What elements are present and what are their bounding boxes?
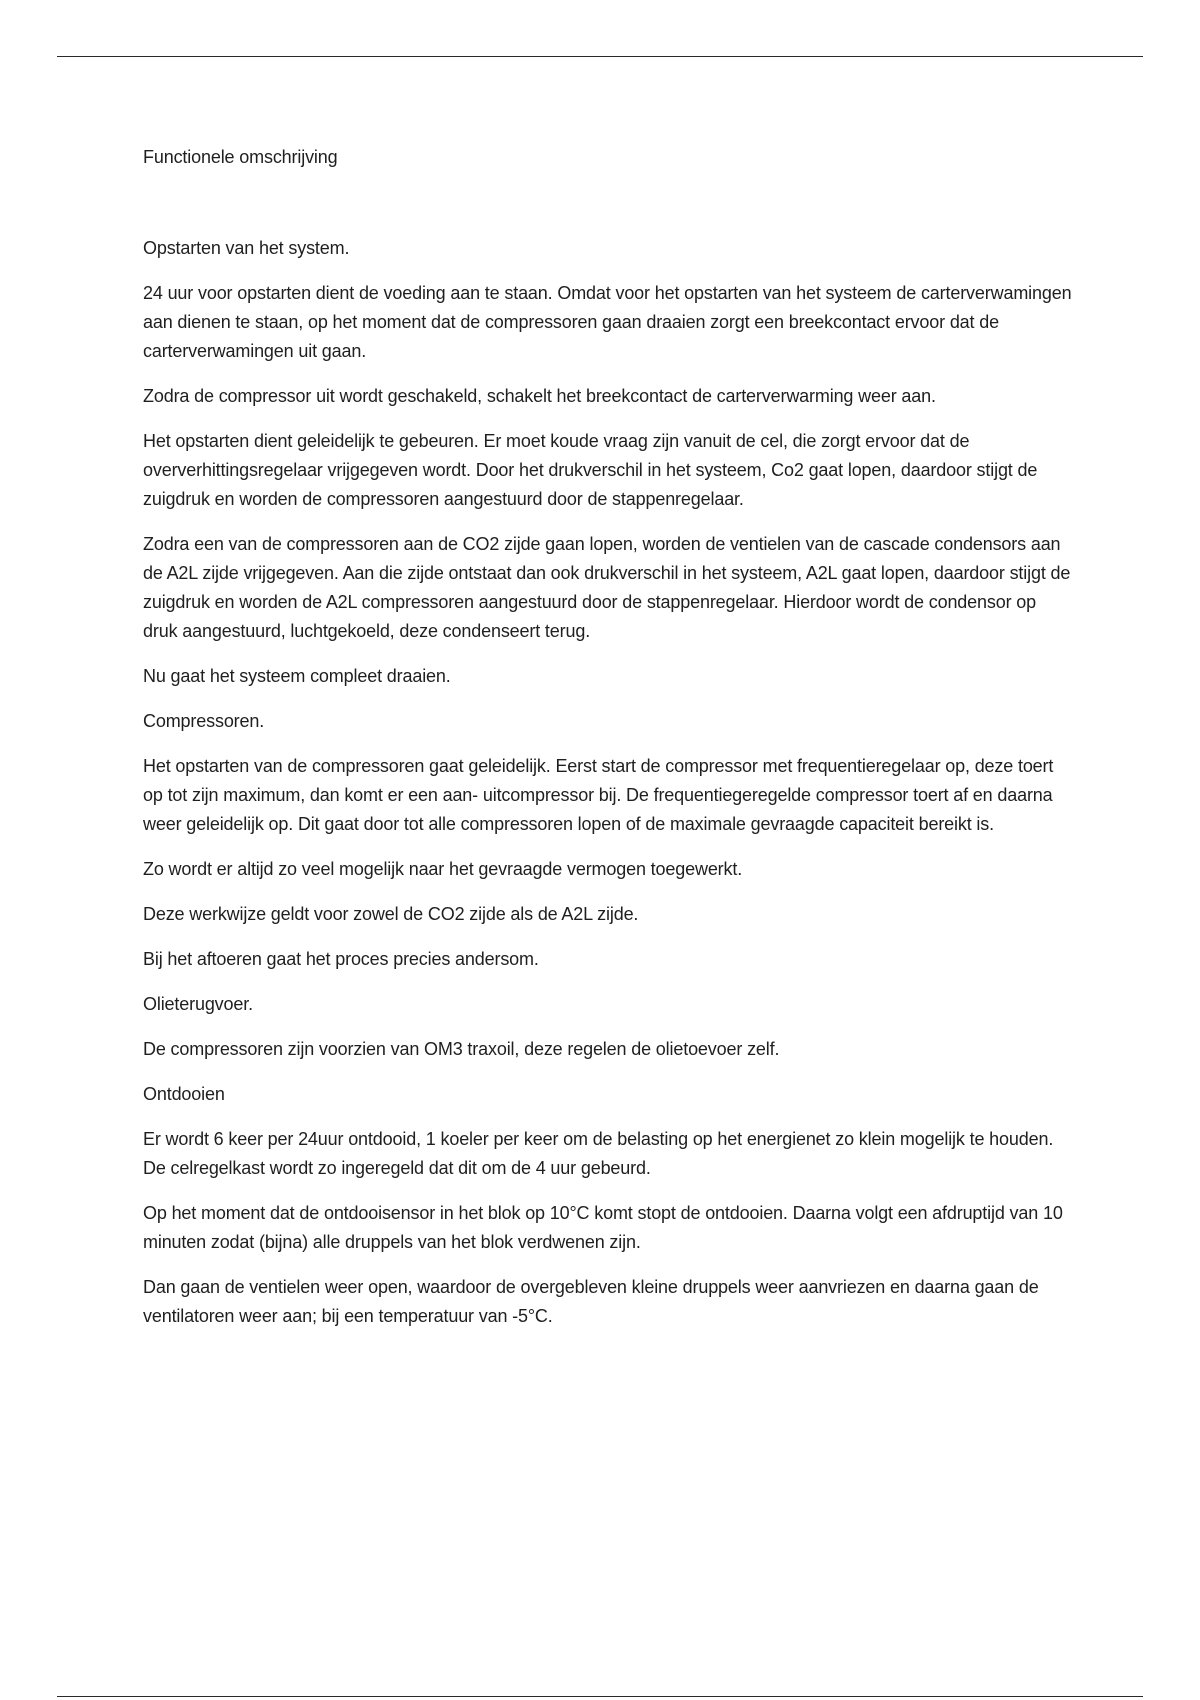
paragraph: De compressoren zijn voorzien van OM3 traxoil, deze regelen de olietoevoer zelf. — [143, 1039, 780, 1059]
paragraph: Dan gaan de ventielen weer open, waardoor de overgebleven kleine druppels weer aanvriezen en daarna gaan de ventilatoren weer aan; bij een temperatuur van -5°C. — [143, 1277, 1039, 1326]
heading-opstarten: Opstarten van het system. — [143, 238, 350, 258]
heading-olieterugvoer: Olieterugvoer. — [143, 994, 253, 1014]
document-body — [143, 143, 1073, 1347]
paragraph: Deze werkwijze geldt voor zowel de CO2 zijde als de A2L zijde. — [143, 904, 639, 924]
paragraph: Nu gaat het systeem compleet draaien. — [143, 666, 451, 686]
paragraph: 24 uur voor opstarten dient de voeding aan te staan. Omdat voor het opstarten van het systeem de carterverwamingen aan dienen te staan, op het moment dat de compressoren gaan draaien zorgt een breekcontact ervoor dat de carterverwamingen uit gaan. — [143, 283, 1072, 361]
footer-rule — [57, 1696, 1143, 1697]
paragraph: Op het moment dat de ontdooisensor in het blok op 10°C komt stopt de ontdooien. Daarna volgt een afdruptijd van 10 minuten zodat (bijna) alle druppels van het blok verdwenen zijn. — [143, 1203, 1063, 1252]
document-title: Functionele omschrijving — [143, 147, 338, 167]
heading-ontdooien: Ontdooien — [143, 1084, 225, 1104]
header-rule — [57, 56, 1143, 57]
paragraph: Er wordt 6 keer per 24uur ontdooid, 1 koeler per keer om de belasting op het energienet zo klein mogelijk te houden. De celregelkast wordt zo ingeregeld dat dit om de 4 uur gebeurd. — [143, 1129, 1054, 1178]
paragraph: Het opstarten van de compressoren gaat geleidelijk. Eerst start de compressor met frequentieregelaar op, deze toert op tot zijn maximum, dan komt er een aan- uitcompressor bij. De frequentiegeregelde compressor toert af en daarna weer geleidelijk op. Dit gaat door tot alle compressoren lopen of de maximale gevraagde capaciteit bereikt is. — [143, 756, 1054, 834]
paragraph: Zo wordt er altijd zo veel mogelijk naar het gevraagde vermogen toegewerkt. — [143, 859, 743, 879]
paragraph: Het opstarten dient geleidelijk te gebeuren. Er moet koude vraag zijn vanuit de cel, die zorgt ervoor dat de oververhittingsregelaar vrijgegeven wordt. Door het drukverschil in het systeem, Co2 gaat lopen, daardoor stijgt de zuigdruk en worden de compressoren aangestuurd door de stappenregelaar. — [143, 431, 1038, 509]
heading-compressoren: Compressoren. — [143, 711, 265, 731]
paragraph: Bij het aftoeren gaat het proces precies andersom. — [143, 949, 539, 969]
paragraph: Zodra de compressor uit wordt geschakeld, schakelt het breekcontact de carterverwarming weer aan. — [143, 386, 936, 406]
paragraph: Zodra een van de compressoren aan de CO2 zijde gaan lopen, worden de ventielen van de cascade condensors aan de A2L zijde vrijgegeven. Aan die zijde ontstaat dan ook drukverschil in het systeem, A2L gaat lopen, daardoor stijgt de zuigdruk en worden de A2L compressoren aangestuurd door de stappenregelaar. Hierdoor wordt de condensor op druk aangestuurd, luchtgekoeld, deze condenseert terug. — [143, 534, 1071, 641]
